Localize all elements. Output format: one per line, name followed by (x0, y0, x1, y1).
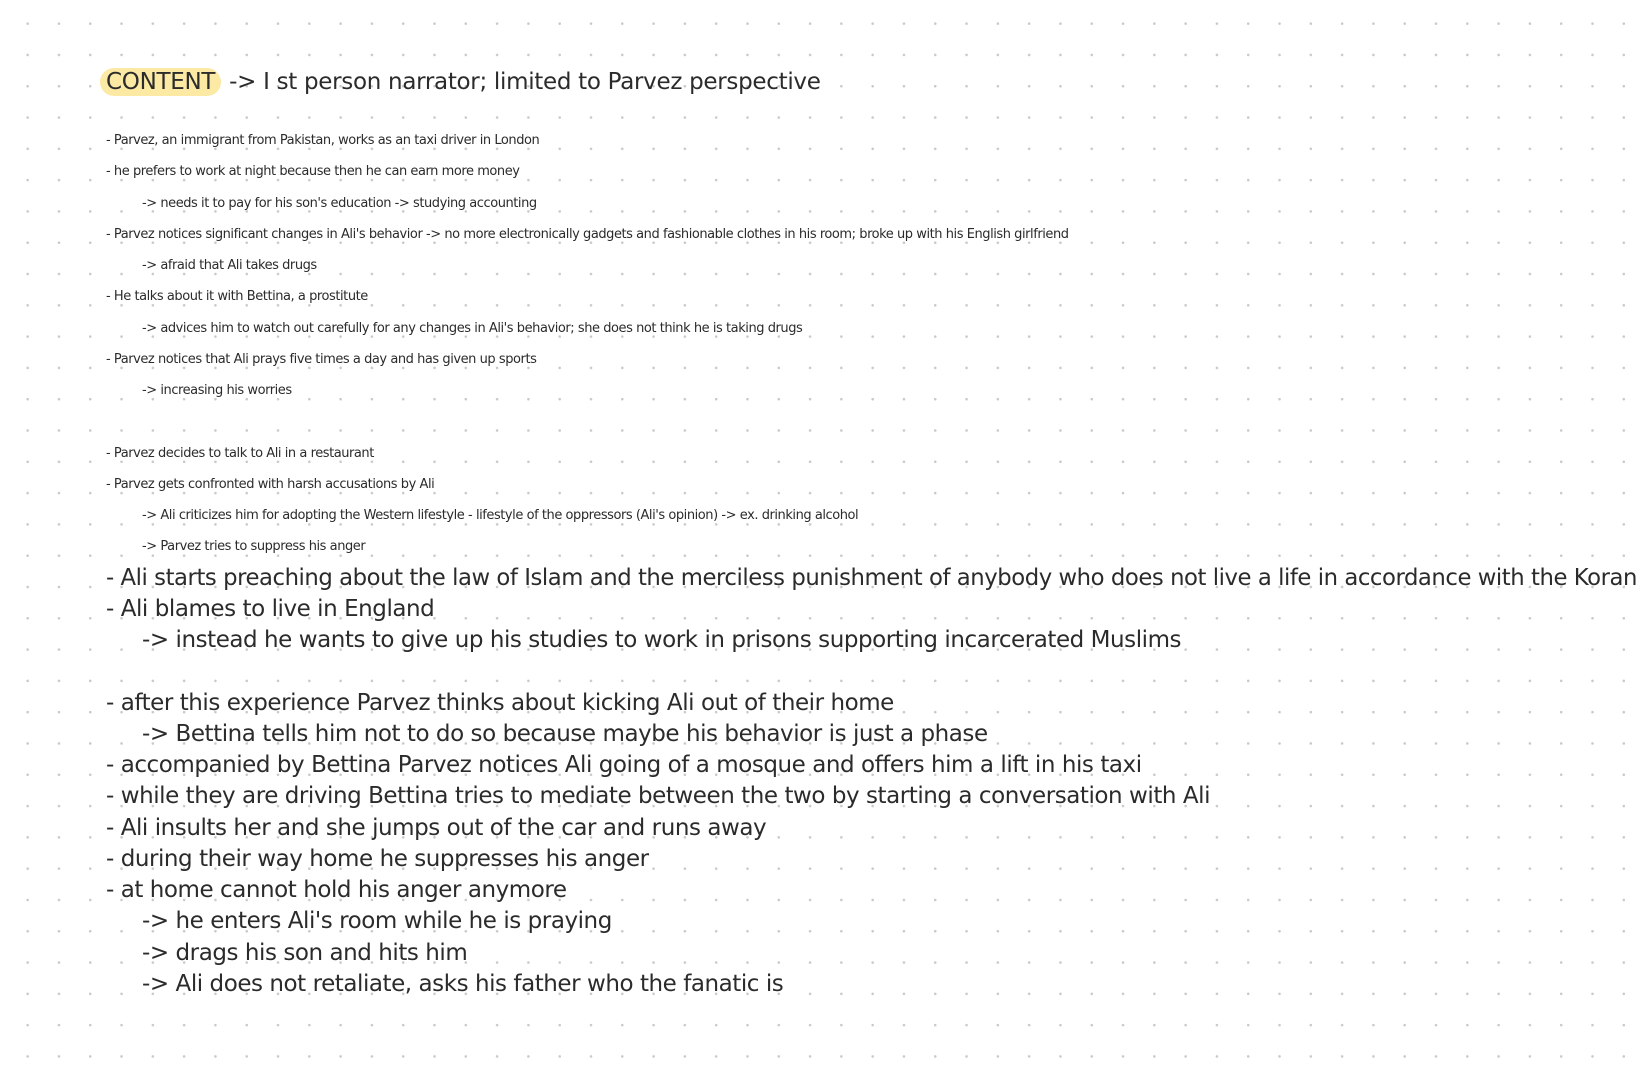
bullet-point: - while they are driving Bettina tries to mediate between the two by starting a conversation with Ali (106, 783, 1211, 810)
bullet-point: - Parvez decides to talk to Ali in a restaurant (106, 445, 374, 461)
sub-point: -> increasing his worries (142, 383, 292, 398)
bullet-point: - at home cannot hold his anger anymore (106, 877, 567, 903)
bullet-point: - Parvez gets confronted with harsh accusations by Ali (106, 476, 435, 492)
sub-point: -> Ali does not retaliate, asks his father who the fanatic is (142, 970, 784, 997)
bullet-point: - during their way home he suppresses his anger (106, 845, 649, 872)
bullet-point: - Parvez, an immigrant from Pakistan, works as an taxi driver in London (106, 133, 540, 148)
section-spacer (106, 656, 1637, 687)
sub-point: -> he enters Ali's room while he is praying (142, 908, 612, 935)
bullet-point: - after this experience Parvez thinks about kicking Ali out of their home (106, 689, 894, 716)
sub-point: -> drags his son and hits him (142, 939, 468, 966)
sub-point: -> Bettina tells him not to do so because maybe his behavior is just a phase (142, 720, 988, 747)
sub-point: -> Parvez tries to suppress his anger (142, 539, 366, 555)
bullet-point: - Ali starts preaching about the law of Islam and the merciless punishment of anybody who does not live a life in accordance with the Koran (106, 564, 1637, 591)
bullet-point: - He talks about it with Bettina, a prostitute (106, 289, 368, 305)
bullet-point: - Parvez notices that Ali prays five times a day and has given up sports (106, 351, 537, 367)
sub-point: -> afraid that Ali takes drugs (142, 258, 317, 273)
summary-notes (106, 125, 1637, 1000)
content-highlight-tag: CONTENT (100, 68, 221, 96)
bullet-point: - Ali blames to live in England (106, 595, 435, 622)
sub-point: -> Ali criticizes him for adopting the Western lifestyle - lifestyle of the oppressors (Ali's opinion) -> ex. drinking alcohol (142, 508, 859, 523)
bullet-point: - accompanied by Bettina Parvez notices Ali going of a mosque and offers him a lift in his taxi (106, 752, 1142, 778)
bullet-point: - he prefers to work at night because then he can earn more money (106, 164, 520, 180)
content-heading (106, 64, 821, 100)
narrator-note: -> I st person narrator; limited to Parvez perspective (229, 69, 821, 95)
bullet-point: - Parvez notices significant changes in Ali's behavior -> no more electronically gadgets and fashionable clothes in his room; broke up with his English girlfriend (106, 226, 1069, 242)
section-spacer (106, 406, 1637, 437)
sub-point: -> needs it to pay for his son's education -> studying accounting (142, 195, 537, 211)
sub-point: -> instead he wants to give up his studies to work in prisons supporting incarcerated Muslims (142, 627, 1182, 653)
sub-point: -> advices him to watch out carefully for any changes in Ali's behavior; she does not think he is taking drugs (142, 320, 803, 336)
bullet-point: - Ali insults her and she jumps out of the car and runs away (106, 814, 767, 841)
